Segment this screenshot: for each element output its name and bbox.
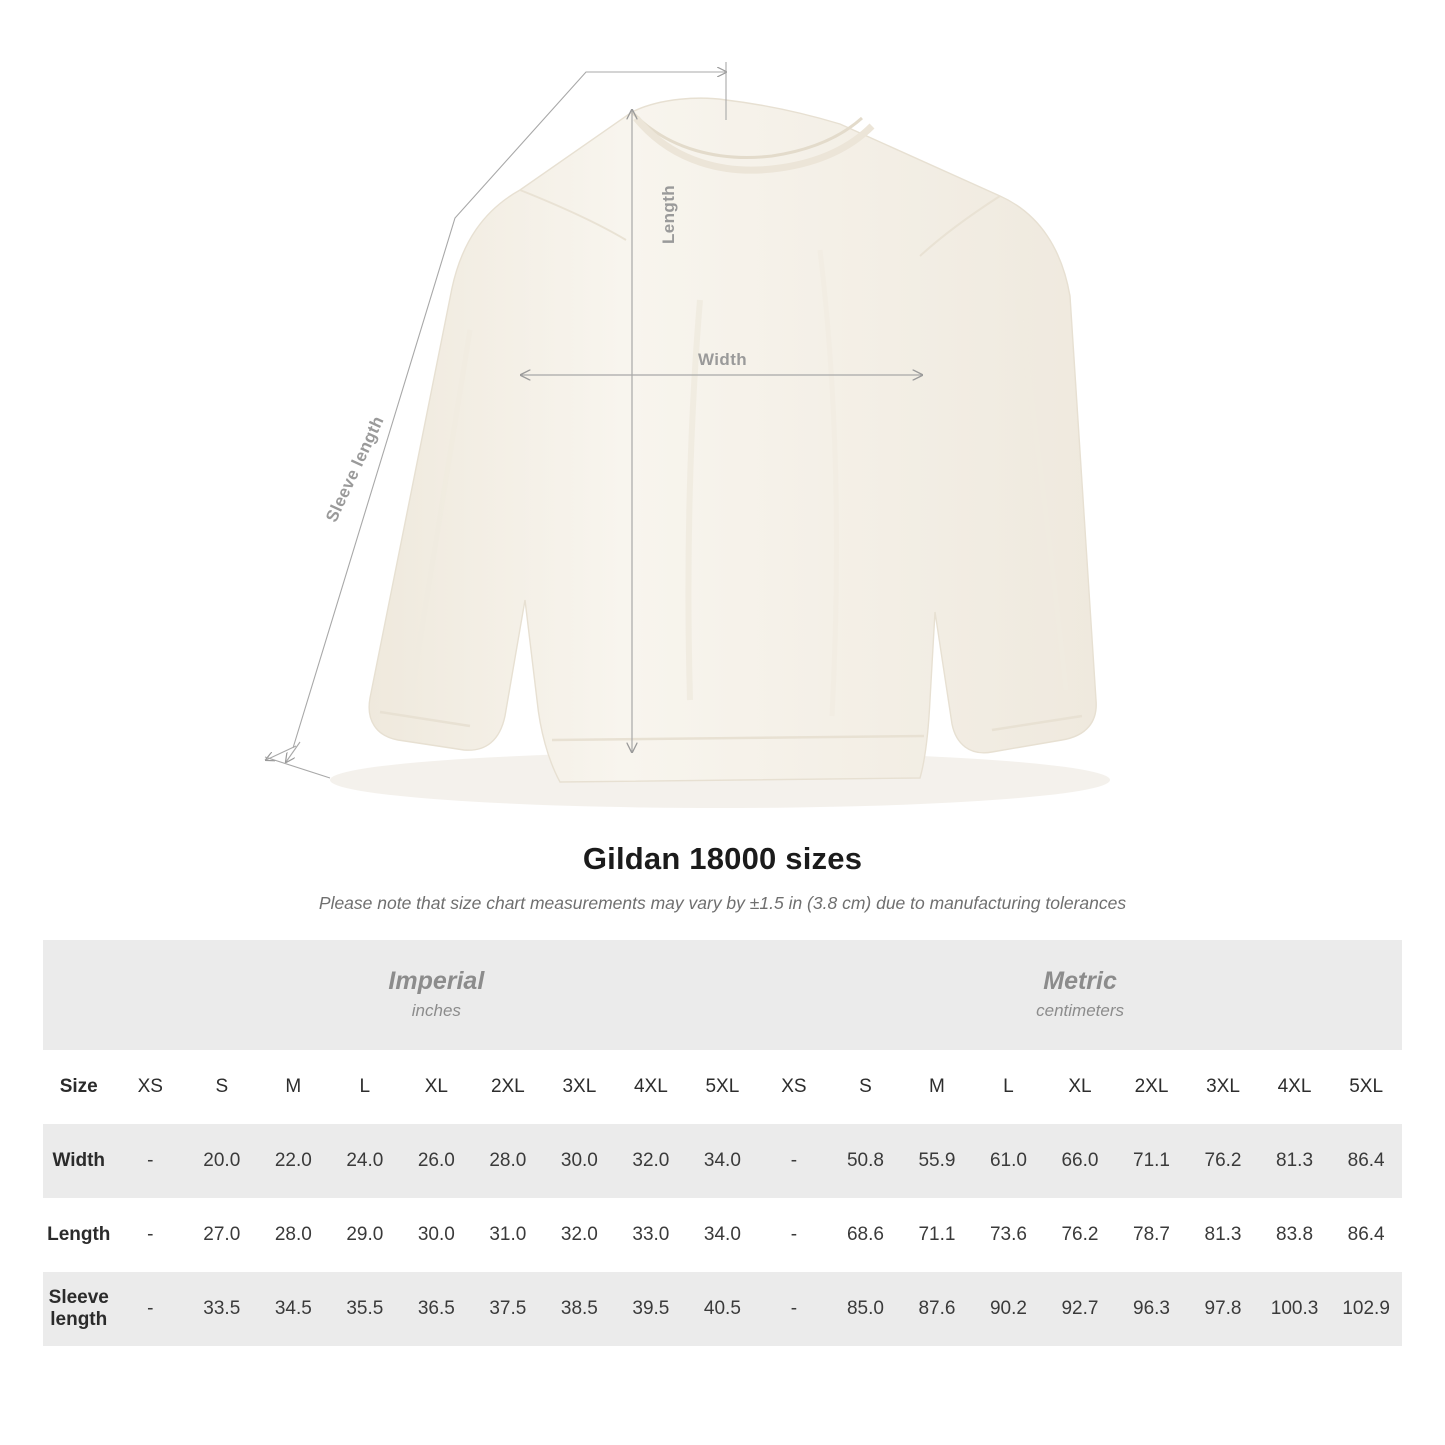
length-metric-s: 68.6 [830, 1198, 902, 1272]
sleeve-metric-4xl: 100.3 [1259, 1272, 1331, 1346]
size-table-wrapper [0, 940, 1445, 1346]
size-col-metric-3xl: 3XL [1187, 1050, 1259, 1124]
size-col-metric-xs: XS [758, 1050, 830, 1124]
size-col-metric-5xl: 5XL [1330, 1050, 1402, 1124]
system-header-spacer [43, 940, 115, 1050]
width-metric-5xl: 86.4 [1330, 1124, 1402, 1198]
width-imperial-4xl: 32.0 [615, 1124, 687, 1198]
table-row-length [43, 1198, 1402, 1272]
table-row-sleeve-length [43, 1272, 1402, 1346]
length-imperial-5xl: 34.0 [687, 1198, 759, 1272]
size-col-imperial-xl: XL [401, 1050, 473, 1124]
width-metric-4xl: 81.3 [1259, 1124, 1331, 1198]
size-col-imperial-s: S [186, 1050, 258, 1124]
sleeve-metric-xs: - [758, 1272, 830, 1346]
size-col-imperial-m: M [258, 1050, 330, 1124]
width-imperial-2xl: 28.0 [472, 1124, 544, 1198]
length-imperial-2xl: 31.0 [472, 1198, 544, 1272]
length-imperial-xs: - [115, 1198, 187, 1272]
width-dimension-label: Width [698, 350, 748, 369]
system-name-imperial: Imperial [388, 966, 485, 995]
length-imperial-3xl: 32.0 [544, 1198, 616, 1272]
length-metric-xl: 76.2 [1044, 1198, 1116, 1272]
length-metric-2xl: 78.7 [1116, 1198, 1188, 1272]
length-imperial-s: 27.0 [186, 1198, 258, 1272]
width-imperial-m: 22.0 [258, 1124, 330, 1198]
title-block [0, 841, 1445, 914]
size-col-metric-m: M [901, 1050, 973, 1124]
sleeve-imperial-2xl: 37.5 [472, 1272, 544, 1346]
size-col-metric-l: L [973, 1050, 1045, 1124]
sleeve-imperial-5xl: 40.5 [687, 1272, 759, 1346]
sleeve-length-dimension-label: Sleeve length [322, 412, 388, 526]
sleeve-metric-s: 85.0 [830, 1272, 902, 1346]
width-imperial-xs: - [115, 1124, 187, 1198]
sleeve-metric-3xl: 97.8 [1187, 1272, 1259, 1346]
sleeve-metric-xl: 92.7 [1044, 1272, 1116, 1346]
row-label-sleeve-length: Sleeve length [43, 1272, 115, 1346]
length-imperial-m: 28.0 [258, 1198, 330, 1272]
width-metric-2xl: 71.1 [1116, 1124, 1188, 1198]
width-metric-xs: - [758, 1124, 830, 1198]
width-imperial-xl: 26.0 [401, 1124, 473, 1198]
size-col-metric-xl: XL [1044, 1050, 1116, 1124]
sleeve-imperial-l: 35.5 [329, 1272, 401, 1346]
size-col-imperial-2xl: 2XL [472, 1050, 544, 1124]
system-header-metric [758, 940, 1402, 1050]
size-col-metric-s: S [830, 1050, 902, 1124]
size-col-imperial-4xl: 4XL [615, 1050, 687, 1124]
sleeve-imperial-xs: - [115, 1272, 187, 1346]
size-col-metric-2xl: 2XL [1116, 1050, 1188, 1124]
size-col-imperial-xs: XS [115, 1050, 187, 1124]
width-imperial-l: 24.0 [329, 1124, 401, 1198]
width-imperial-s: 20.0 [186, 1124, 258, 1198]
size-header-row [43, 1050, 1402, 1124]
size-col-imperial-3xl: 3XL [544, 1050, 616, 1124]
size-table [43, 940, 1402, 1346]
sleeve-metric-m: 87.6 [901, 1272, 973, 1346]
width-metric-l: 61.0 [973, 1124, 1045, 1198]
system-unit-imperial: inches [411, 1001, 461, 1021]
row-label-length: Length [43, 1198, 115, 1272]
length-metric-3xl: 81.3 [1187, 1198, 1259, 1272]
size-col-metric-4xl: 4XL [1259, 1050, 1331, 1124]
width-metric-m: 55.9 [901, 1124, 973, 1198]
length-metric-5xl: 86.4 [1330, 1198, 1402, 1272]
length-metric-l: 73.6 [973, 1198, 1045, 1272]
table-row-width [43, 1124, 1402, 1198]
width-imperial-5xl: 34.0 [687, 1124, 759, 1198]
system-name-metric: Metric [1043, 966, 1117, 995]
tolerance-note: Please note that size chart measurements may vary by ±1.5 in (3.8 cm) due to manufacturing tolerances [318, 893, 1127, 913]
length-metric-m: 71.1 [901, 1198, 973, 1272]
system-header-row [43, 940, 1402, 1050]
system-unit-metric: centimeters [1036, 1001, 1125, 1021]
length-metric-xs: - [758, 1198, 830, 1272]
width-metric-xl: 66.0 [1044, 1124, 1116, 1198]
sleeve-imperial-xl: 36.5 [401, 1272, 473, 1346]
system-header-imperial [115, 940, 759, 1050]
sleeve-imperial-m: 34.5 [258, 1272, 330, 1346]
sleeve-metric-5xl: 102.9 [1330, 1272, 1402, 1346]
sleeve-metric-2xl: 96.3 [1116, 1272, 1188, 1346]
length-imperial-4xl: 33.0 [615, 1198, 687, 1272]
width-metric-s: 50.8 [830, 1124, 902, 1198]
width-imperial-3xl: 30.0 [544, 1124, 616, 1198]
row-label-width: Width [43, 1124, 115, 1198]
length-metric-4xl: 83.8 [1259, 1198, 1331, 1272]
length-imperial-l: 29.0 [329, 1198, 401, 1272]
size-col-imperial-5xl: 5XL [687, 1050, 759, 1124]
length-imperial-xl: 30.0 [401, 1198, 473, 1272]
sleeve-metric-l: 90.2 [973, 1272, 1045, 1346]
size-header-label: Size [43, 1050, 115, 1124]
length-dimension-label: Length [659, 184, 678, 244]
size-col-imperial-l: L [329, 1050, 401, 1124]
width-metric-3xl: 76.2 [1187, 1124, 1259, 1198]
sleeve-imperial-4xl: 39.5 [615, 1272, 687, 1346]
sleeve-imperial-3xl: 38.5 [544, 1272, 616, 1346]
sleeve-imperial-s: 33.5 [186, 1272, 258, 1346]
page-title: Gildan 18000 sizes [582, 841, 863, 876]
